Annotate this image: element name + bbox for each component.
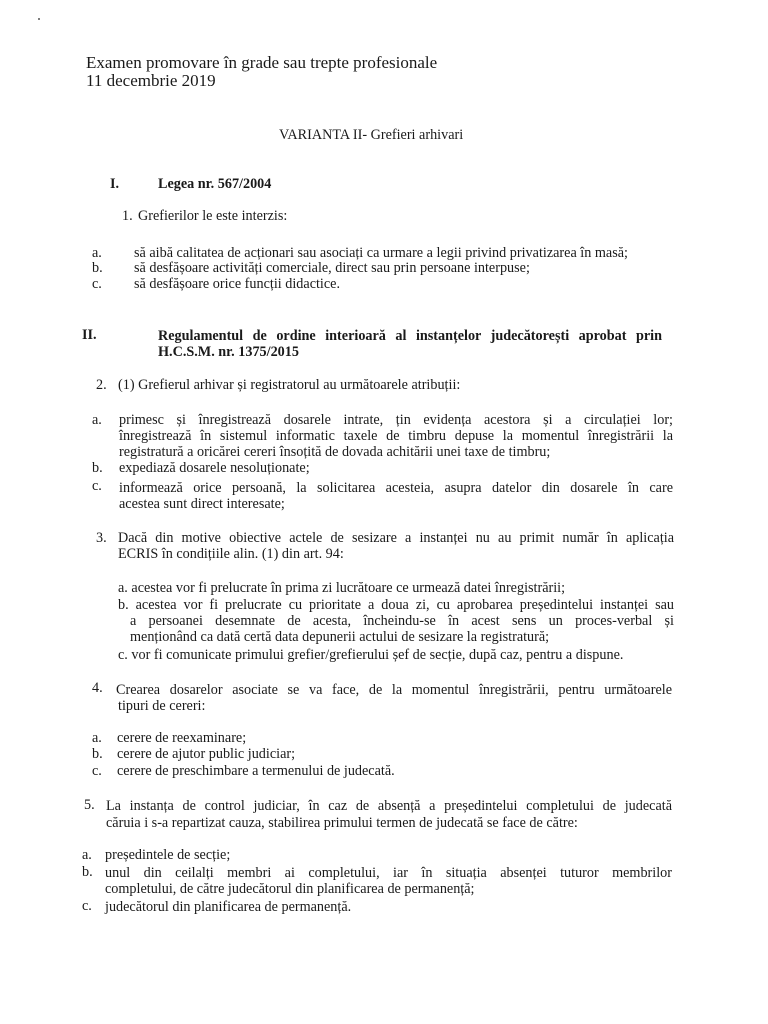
- exam-title: Examen promovare în grade sau trepte profesionale: [86, 53, 438, 72]
- q4-line1: Crearea dosarelor asociate se va face, de la momentul înregistrării, pentru următoarele: [116, 682, 672, 698]
- q4-option-a: cerere de reexaminare;: [117, 730, 247, 746]
- q4-line2: tipuri de cereri:: [118, 698, 206, 714]
- exam-date: 11 decembrie 2019: [86, 71, 216, 90]
- q5-option-a: președintele de secție;: [105, 847, 231, 863]
- q1-text: Grefierilor le este interzis:: [138, 208, 288, 224]
- q3-number: 3.: [96, 530, 107, 546]
- q2-option-a-line2: înregistrează în sistemul informatic taxele de timbru depuse la momentul înregistrării la: [119, 428, 673, 444]
- q3-line1: Dacă din motive obiective actele de sesizare a instanței nu au primit număr în aplicația: [118, 530, 674, 546]
- q1-option-b: să desfășoare activități comerciale, direct sau prin persoane interpuse;: [134, 260, 530, 276]
- q5-line1: La instanța de control judiciar, în caz de absență a președintelui completului de judecată: [106, 798, 672, 814]
- section1-numeral: I.: [110, 176, 120, 192]
- q3-option-b-line2: a persoanei desemnate de acesta, încheindu-se în acest sens un proces-verbal și: [130, 613, 674, 629]
- scan-speck: [38, 18, 40, 20]
- q3-option-b-line3: menționând ca dată certă data depunerii actului de sesizare la registratură;: [130, 629, 550, 645]
- q5-line2: căruia i s-a repartizat cauza, stabilirea primului termen de judecată se face de către:: [106, 815, 578, 831]
- q2-option-b: expediază dosarele nesoluționate;: [119, 460, 310, 476]
- q4-option-a-letter: a.: [92, 730, 102, 746]
- q3-option-c: c. vor fi comunicate primului grefier/grefierului șef de secție, după caz, pentru a dispune.: [118, 647, 624, 663]
- q5-option-b-line2: completului, de către judecătorul din planificarea de permanență;: [105, 881, 475, 897]
- q2-option-a-letter: a.: [92, 412, 102, 428]
- q1-number: 1.: [122, 208, 133, 224]
- q3-option-a: a. acestea vor fi prelucrate în prima zi lucrătoare ce urmează datei înregistrării;: [118, 580, 566, 596]
- q5-option-b-line1: unul din ceilalți membri ai completului, iar în situația absenței tuturor membrilor: [105, 865, 672, 881]
- q5-option-c: judecătorul din planificarea de permanență.: [105, 899, 352, 915]
- q5-option-b-letter: b.: [82, 864, 93, 880]
- q2-option-c-letter: c.: [92, 478, 102, 494]
- q4-option-b: cerere de ajutor public judiciar;: [117, 746, 296, 762]
- q4-option-c: cerere de preschimbare a termenului de judecată.: [117, 763, 395, 779]
- q2-number: 2.: [96, 377, 107, 393]
- q2-option-b-letter: b.: [92, 460, 103, 476]
- q5-number: 5.: [84, 797, 95, 813]
- q5-option-c-letter: c.: [82, 898, 92, 914]
- section2-title-line2: H.C.S.M. nr. 1375/2015: [158, 344, 299, 360]
- section1-title: Legea nr. 567/2004: [158, 176, 272, 192]
- q2-text: (1) Grefierul arhivar și registratorul au următoarele atribuții:: [118, 377, 461, 393]
- q1-option-c: să desfășoare orice funcții didactice.: [134, 276, 341, 292]
- q3-line2: ECRIS în condițiile alin. (1) din art. 94:: [118, 546, 344, 562]
- q1-option-a-letter: a.: [92, 245, 102, 261]
- variant-title: VARIANTA II- Grefieri arhivari: [279, 127, 464, 143]
- q3-option-b-line1: b. acestea vor fi prelucrate cu prioritate a doua zi, cu aprobarea președintelui instanței sau: [118, 597, 674, 613]
- q2-option-c-line1: informează orice persoană, la solicitarea acesteia, asupra datelor din dosarele în care: [119, 480, 673, 496]
- q2-option-c-line2: acestea sunt direct interesate;: [119, 496, 285, 512]
- q1-option-c-letter: c.: [92, 276, 102, 292]
- section2-title-line1: Regulamentul de ordine interioară al instanțelor judecătorești aprobat prin: [158, 328, 662, 344]
- q4-option-c-letter: c.: [92, 763, 102, 779]
- q2-option-a-line1: primesc și înregistrează dosarele intrate, țin evidența acestora și a circulației lor;: [119, 412, 673, 428]
- section2-numeral: II.: [82, 327, 97, 343]
- q1-option-b-letter: b.: [92, 260, 103, 276]
- q5-option-a-letter: a.: [82, 847, 92, 863]
- q4-number: 4.: [92, 680, 103, 696]
- q4-option-b-letter: b.: [92, 746, 103, 762]
- q2-option-a-line3: registratură a oricărei cereri însoțită de dovada achitării unei taxe de timbru;: [119, 444, 551, 460]
- q1-option-a: să aibă calitatea de acționari sau asociați ca urmare a legii privind privatizarea în masă;: [134, 245, 628, 261]
